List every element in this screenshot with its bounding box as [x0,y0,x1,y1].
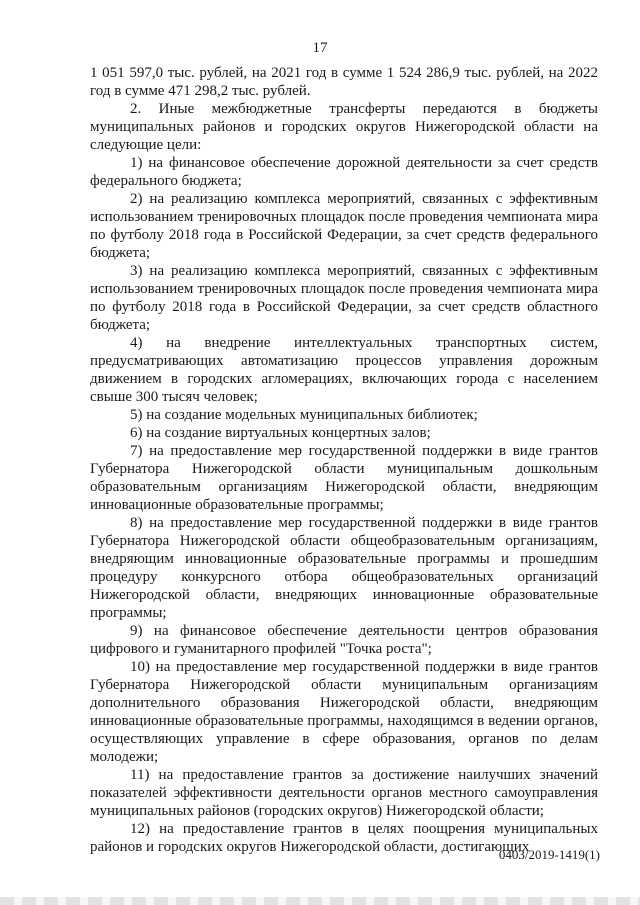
list-item-10: 10) на предоставление мер государственной поддержки в виде грантов Губернатора Нижегородской области муниципальным организациям дополнительного образования Нижегородской области, внедряющим инновационные образовательные программы, находящимся в ведении органов, осуществляющих управление в сфере образования, органов по делам молодежи; [90,659,598,765]
paragraph-1: 1 051 597,0 тыс. рублей, на 2021 год в сумме 1 524 286,9 тыс. рублей, на 2022 год в сумме 471 298,2 тыс. рублей. [90,65,598,99]
list-item-4: 4) на внедрение интеллектуальных транспортных систем, предусматривающих автоматизацию процессов управления дорожным движением в городских агломерациях, включающих города с населением свыше 300 тысяч человек; [90,335,598,405]
document-body [90,64,598,856]
list-item-5: 5) на создание модельных муниципальных библиотек; [130,407,478,423]
list-item-9: 9) на финансовое обеспечение деятельности центров образования цифрового и гуманитарного профилей "Точка роста"; [90,623,598,657]
list-item-6: 6) на создание виртуальных концертных залов; [130,425,431,441]
list-item-3: 3) на реализацию комплекса мероприятий, связанных с эффективным использованием тренировочных площадок после проведения чемпионата мира по футболу 2018 года в Российской Федерации, за счет средств областного бюджета; [90,263,598,333]
list-item-2: 2) на реализацию комплекса мероприятий, связанных с эффективным использованием тренировочных площадок после проведения чемпионата мира по футболу 2018 года в Российской Федерации, за счет средств федерального бюджета; [90,191,598,261]
list-item-1: 1) на финансовое обеспечение дорожной деятельности за счет средств федерального бюджета; [90,155,598,189]
scan-edge-artifact [0,897,640,905]
list-item-11: 11) на предоставление грантов за достижение наилучших значений показателей эффективности деятельности органов местного самоуправления муниципальных районов (городских округов) Нижегородской области; [90,767,598,819]
list-item-12: 12) на предоставление грантов в целях поощрения муниципальных районов и городских округов Нижегородской области, достигающих [90,821,598,855]
document-code: 0403/2019-1419(1) [498,847,600,862]
list-item-7: 7) на предоставление мер государственной поддержки в виде грантов Губернатора Нижегородской области муниципальным дошкольным образовательным организациям Нижегородской области, внедряющим инновационные образовательные программы; [90,443,598,513]
paragraph-2: 2. Иные межбюджетные трансферты передаются в бюджеты муниципальных районов и городских округов Нижегородской области на следующие цели: [90,101,598,153]
list-item-8: 8) на предоставление мер государственной поддержки в виде грантов Губернатора Нижегородской области общеобразовательным организациям, внедряющим инновационные образовательные программы и прошедшим процедуру конкурсного отбора общеобразовательных организаций Нижегородской области, внедряющих инновационные образовательные программы; [90,515,598,621]
page-number: 17 [312,40,328,56]
